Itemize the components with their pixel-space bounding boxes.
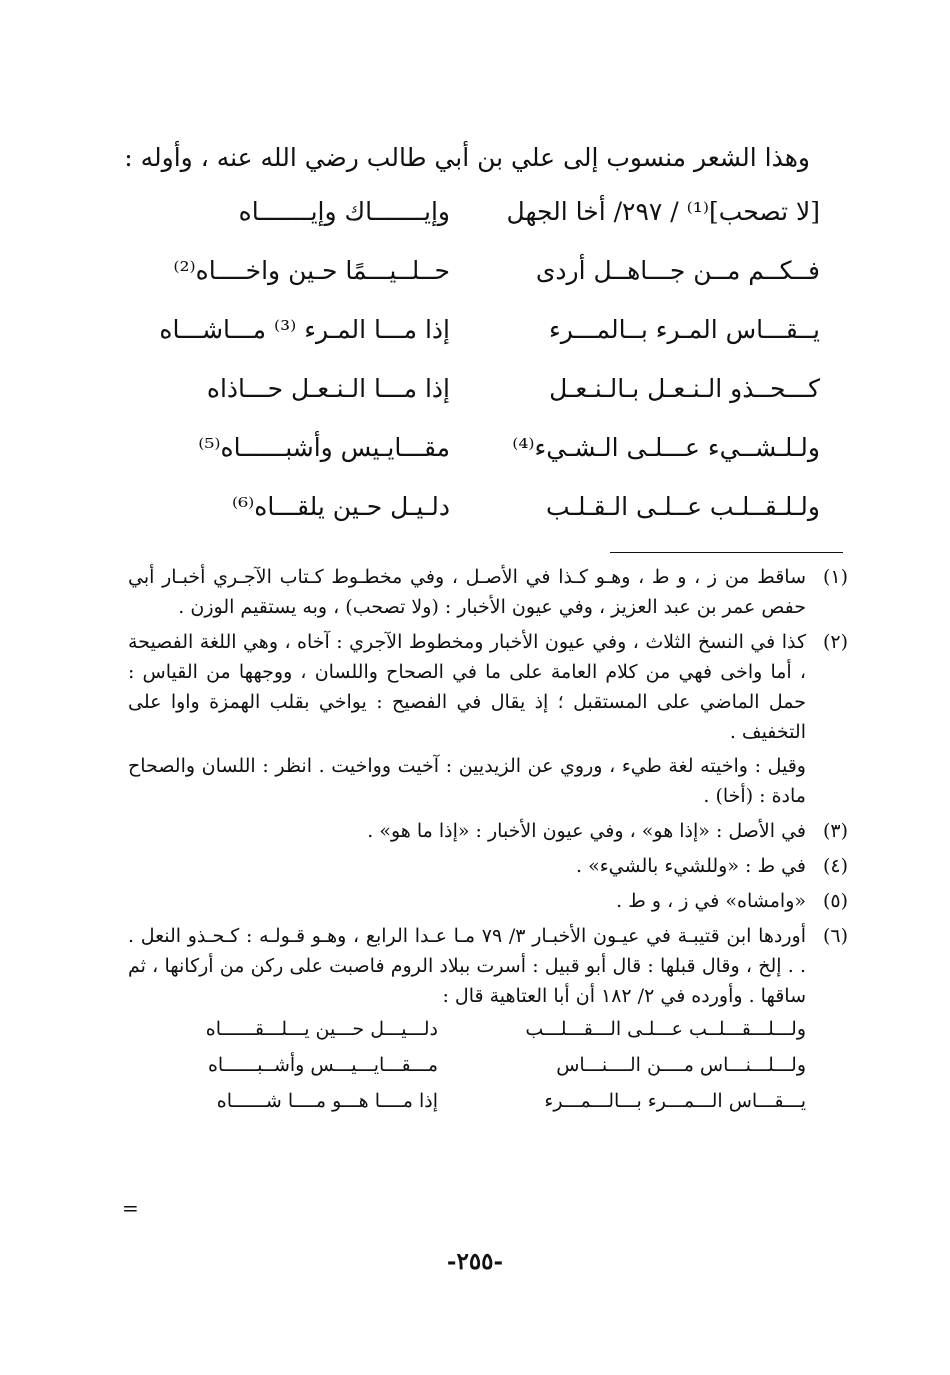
footnote-verse — [128, 1011, 806, 1047]
verse-first-hemistich: كـــحــذو الـنـعـل بـالـنـعـل — [549, 374, 820, 403]
footnote — [128, 921, 848, 1119]
footnote-number: (٥) — [822, 890, 848, 912]
verse-first-hemistich: ولـلـشــيء عـــلـى الـشـيء⁽⁴⁾ — [512, 433, 820, 462]
verse-first-hemistich: فــكــم مــن جـــاهــل أردى — [535, 256, 820, 285]
verse-second-hemistich: إذا مـــا المـرء ⁽³⁾ مـــاشـــاه — [159, 315, 450, 344]
verse-line — [130, 251, 820, 310]
footnote-number: (٤) — [822, 855, 848, 877]
footnote-text: «وامشاه» في ز ، و ط . — [616, 890, 806, 912]
footnote — [128, 886, 848, 916]
verse-second-hemistich: مـــقـــايـــيـــس وأشــبــــــاه — [207, 1054, 438, 1076]
footnote-verse — [128, 1047, 806, 1083]
footnote-number: (٣) — [822, 820, 848, 842]
footnote — [128, 562, 848, 622]
verse-first-hemistich: يـــقـــاس الـــمـــرء بـــالـــمـــرء — [544, 1090, 806, 1112]
verse-line — [130, 192, 820, 251]
continuation-mark: = — [122, 1196, 139, 1220]
footnote-separator — [610, 552, 843, 553]
footnote-text: ساقط من ز ، و ط ، وهـو كـذا في الأصـل ، وفي مخطـوط كـتاب الآجـري أخبـار أبي حفص عمر بن عبد العزيز ، وفي عيون الأخبار : (ولا تصحب) ، وبه يستقيم الوزن . — [128, 566, 806, 618]
verse-second-hemistich: إذا مـــا الـنـعـل حـــاذاه — [206, 374, 450, 403]
footnote-text: وقيل : واخيته لغة طيء ، وروي عن الزيديين : آخيت وواخيت . انظر : اللسان والصحاح مادة : (أخا) . — [128, 755, 806, 807]
footnote-text: في ط : «وللشيء بالشيء» . — [576, 855, 806, 877]
verse-second-hemistich: وإيـــــــاك وإيـــــــاه — [238, 197, 450, 226]
verse-second-hemistich: دلـــيـــل حـــين يـــلـــقــــــاه — [205, 1018, 438, 1040]
footnote-text: أوردها ابن قتيبـة في عيـون الأخبـار ٣/ ٧٩ مـا عـدا الرابع ، وهـو قـولـه : كـحـذو النعل . . . إلخ ، وقال قبلها : قال أبو قبيل : أسرت ببلاد الروم فاصبت على ركن من أركانها ، ثم ساقها . وأورده في ٢/ ١٨٢ أن أبا العتاهية قال : — [128, 925, 806, 1007]
footnote-text: كذا في النسخ الثلاث ، وفي عيون الأخبار ومخطوط الآجري : آخاه ، وهي اللغة الفصيحة ، أما واخى فهي من كلام العامة على ما في الصحاح واللسان ، ووجهها من القياس : حمل الماضي على المستقبل ؛ إذ يقال في الفصيح : يواخي بقلب الهمزة واوا على التخفيف . — [128, 631, 806, 743]
footnote-number: (١) — [822, 566, 848, 588]
verse-first-hemistich: ولـــلـــقـــلــب عـــلـى الـــقـــلـــب — [525, 1018, 806, 1040]
poem-verses — [130, 192, 820, 546]
intro-line: وهذا الشعر منسوب إلى علي بن أبي طالب رضي الله عنه ، وأوله : — [124, 143, 810, 172]
footnote-number: (٦) — [822, 925, 848, 947]
verse-second-hemistich: حــلــيـــمًا حـين واخــــاه⁽²⁾ — [173, 256, 450, 285]
verse-second-hemistich: إذا مــــا هـــو مــــا شــــــاه — [216, 1090, 438, 1112]
verse-line — [130, 369, 820, 428]
verse-second-hemistich: مقـــايـيس وأشبــــــاه⁽⁵⁾ — [198, 433, 450, 462]
verse-line — [130, 310, 820, 369]
footnote-text: في الأصل : «إذا هو» ، وفي عيون الأخبار : «إذا ما هو» . — [367, 820, 806, 842]
verse-first-hemistich: ولـلـقــلـب عــلـى الـقـلـب — [546, 492, 820, 521]
footnote-verse — [128, 1083, 806, 1119]
verse-second-hemistich: دلـيـل حـين يلقـــاه⁽⁶⁾ — [231, 492, 450, 521]
footnote — [128, 816, 848, 846]
footnote — [128, 627, 848, 811]
footnote — [128, 851, 848, 881]
verse-line — [130, 428, 820, 487]
footnotes — [128, 562, 848, 1119]
verse-line — [130, 487, 820, 546]
page-number: -٢٥٥- — [446, 1248, 504, 1275]
verse-first-hemistich: يــقـــاس المـرء بــالمـــرء — [549, 315, 820, 344]
footnote-number: (٢) — [822, 631, 848, 653]
verse-first-hemistich: ولـــلـــنـــاس مــــن الــــنـــاس — [556, 1054, 806, 1076]
verse-first-hemistich: [لا تصحب]⁽¹⁾ / ٢٩٧/ أخا الجهل — [506, 197, 820, 226]
